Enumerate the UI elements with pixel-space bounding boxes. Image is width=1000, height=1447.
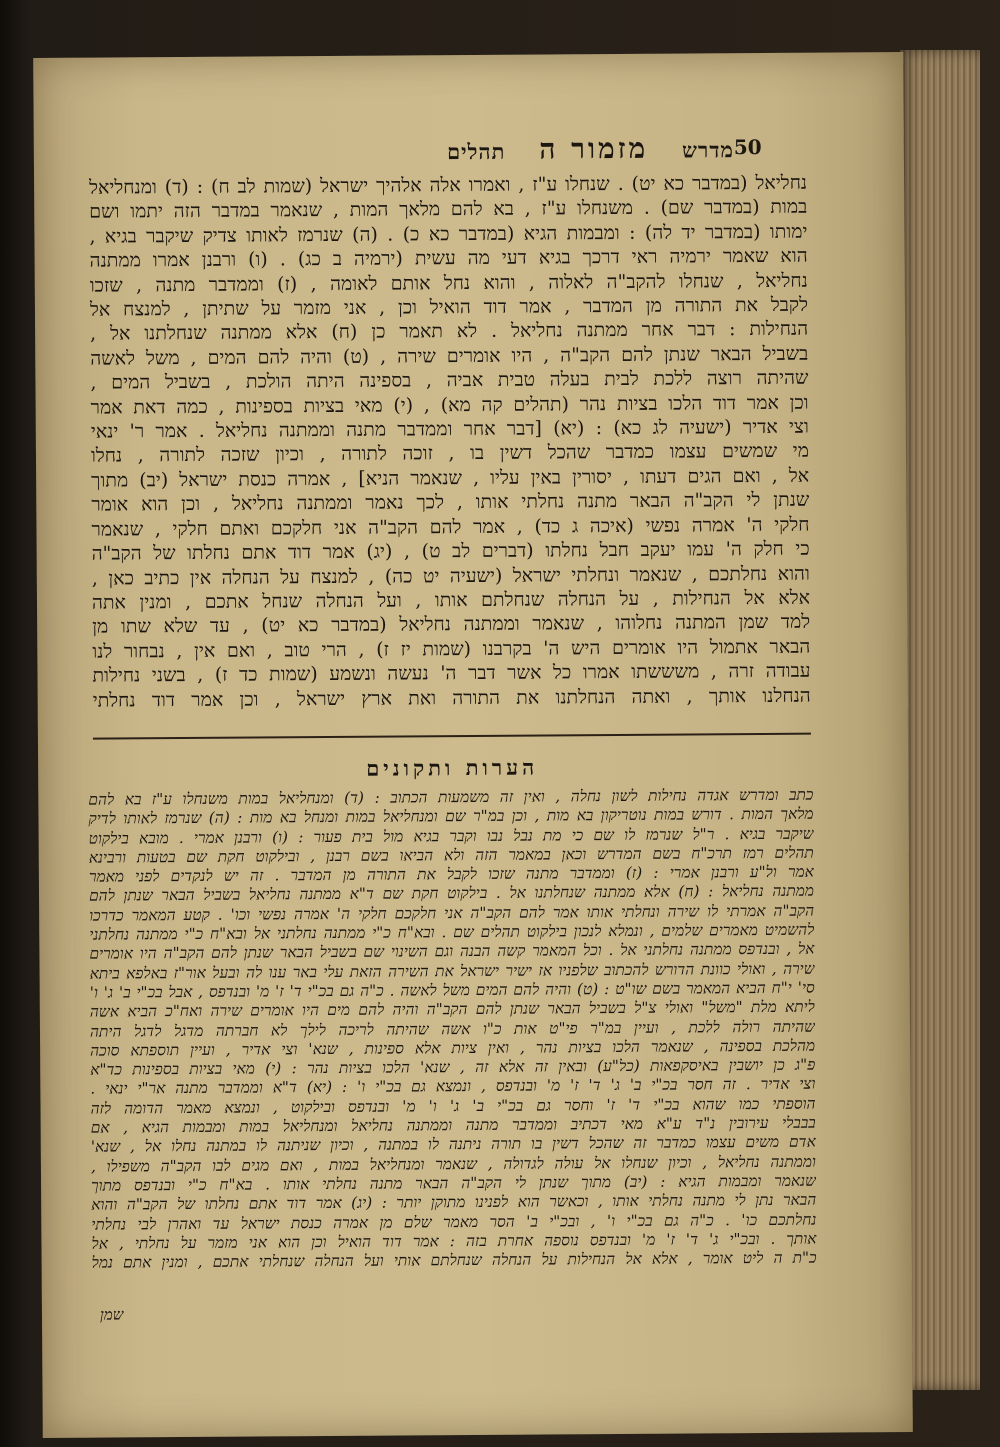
notes-text-line: וממתנה נחליאל , וכיון שנחלו אל עולה לגדולה , שנאמר ומנחליאל במות , ואם מגים לבו הקב"ה משפילו , bbox=[90, 1152, 816, 1176]
main-text-line: נחליאל , שנחלו להקב"ה לאלוה , והוא נחל אותם לאומה , (ז) וממדבר מתנה , שזכו bbox=[89, 269, 808, 297]
notes-text-line: וצי אדיר . זה חסר בכ"י ב' ג' ד' ז' מ' ובנדפס , ונמצא גם בכ"י ו' : (יא) ד"א וממדבר מתנה אר"י ינאי . bbox=[90, 1075, 816, 1099]
main-text-line: הבאר אתמול היו אומרים היש ה' בקרבנו (שמות יז ז) , הרי טוב , ואם אין , נבחור לנו bbox=[92, 635, 811, 663]
main-text-line: נחליאל (במדבר כא יט) . שנחלו ע"ז , ואמרו אלה אלהיך ישראל (שמות לב ח) : (ד) ומנחליאל bbox=[89, 171, 808, 199]
notes-text-line: שנאמר ומבמות הגיא : (יב) מתוך שנתן לי הקב"ה הבאר מתנה נחלתי אותו . בא"ח כ"י ובנדפס מתוך bbox=[91, 1171, 817, 1195]
main-text-line: בשביל הבאר שנתן להם הקב"ה , היו אומרים שירה , (ט) והיה להם המים , משל לאשה bbox=[90, 342, 809, 370]
notes-text-line: הוספתי כמו שהוא בכ"י ד' ז' וחסר גם בכ"י ב' ג' ו' מ' ובנדפס ובילקוט , ונמצא מאמר הדומה לזה bbox=[90, 1094, 816, 1118]
main-text-line: למד שמן המתנה נחלוהו , שנאמר וממתנה נחליאל (במדבר כא יט) , עד שלא שתו מן bbox=[92, 610, 811, 638]
main-text-line: וכן אמר דוד הלכו בציות נהר (תהלים קה מא) , (י) מאי בציות בספינות , כמה דאת אמר bbox=[90, 391, 809, 419]
main-text-line: חלקי ה' אמרה נפשי (איכה ג כד) , אמר להם הקב"ה אני חלקכם ואתם חלקי , שנאמר bbox=[91, 513, 810, 541]
running-header bbox=[74, 130, 864, 170]
notes-text-line: כתב ומדרש אגדה נחילות לשון נחלה , ואין זה משמעות הכתוב : (ד) ומנחליאל במות משנחלו ע"ז בא להם bbox=[88, 785, 814, 809]
notes-text-line: אמר ול"ע ורבנן אמרי : (ז) וממדבר מתנה שזכו לקבל את התורה מן המדבר . זה יש לנקדים לפני מאמר bbox=[88, 862, 814, 886]
notes-text-line: אותך . ובכ"י ג' ד' ז' מ' ובנדפס נוספה אחרת בזה : אמר דוד הואיל וכן הוא אני מזמר על נחלתי , אל bbox=[91, 1229, 817, 1253]
main-text-line: ימותו (במדבר יד לה) : ומבמות הגיא (במדבר כא כ) . (ה) שנרמז לאותו צדיק שיקבר בגיא , bbox=[89, 220, 808, 248]
notes-text-line: ממתנה נחליאל : (ח) אלא ממתנה שנחלתנו אל . בילקוט חקת שם ד"א ממתנה נחליאל בשביל הבאר שנתן להם bbox=[88, 882, 815, 906]
main-text-line: שנתן לי הקב"ה הבאר מתנה נחלתי אותו , לכך נאמר וממתנה נחליאל , וכן הוא אומר bbox=[91, 488, 810, 516]
notes-text-line: שיקבר בגיא . ר"ל שנרמז לו שם כי מת נבל נבו וקבר בגיא מול בית פעור : (ו) ורבנן אמרי . מובא בילקוט bbox=[88, 824, 814, 848]
notes-text-line: ליתא מלת "משל" ואולי צ"ל בשביל הבאר שנתן להם הקב"ה והיה להם מים היו אומרים שירה ואח"כ הביא אשה bbox=[89, 997, 815, 1021]
main-text-line: הנחילות : דבר אחר ממתנה נחליאל . לא תאמר כן (ח) אלא ממתנה שנחלתנו אל , bbox=[90, 318, 809, 346]
catchword: שמן bbox=[99, 1305, 124, 1324]
notes-text-line: שהיתה רולה ללכת , ועיין במ"ר פי"ט אות כ"ו אשה שהיתה לריכה לילך לא חברתה מדגל לדגל היתה bbox=[89, 1017, 816, 1041]
main-text-block bbox=[89, 171, 811, 713]
header-chapter: מזמור ה bbox=[539, 131, 649, 166]
notes-text-line: שירה , ואולי כוונת הדורש להכתוב שלפניו אז ישיר ישראל את השירה הזאת עלי באר ענו לה ובעל אור"ז באלפא ביתא bbox=[89, 959, 815, 983]
notes-text-line: הקב"ה אמרתי לו שירה ונחלתי אותו אמר להם הקב"ה אני חלקכם חלקי ה' אמרה נפשי וכו' . קטע המאמר כדרכו bbox=[89, 901, 815, 925]
notes-text-line: בבבלי עירובין נ"ד ע"א מאי דכתיב וממדבר מתנה וממתנה נחליאל ומנחליאל במות ומבמות הגיא , אם bbox=[90, 1113, 816, 1137]
notes-text-line: מלאך המות . דורש במות נוטריקון בא מות , וכן במ"ר שם ומנחליאל במות ומנחל בא מות : (ה) שנרמז לאותו לדיק bbox=[88, 804, 814, 828]
section-divider bbox=[93, 733, 811, 740]
notes-text-line: כ"ת ה ליט אומר , אלא אל הנחילות על הנחלה שנחלתם אותי ועל הנחלה שנחלתי אתכם , ומנין אתם נמל bbox=[91, 1248, 817, 1272]
notes-text-line: תהלים רמז תרכ"ח בשם המדרש וכאן במאמר הזה ולא הביאו בשם רבנן , ובילקוט חקת שם בטעות ורבינא bbox=[88, 843, 814, 867]
main-text-line: מי שמשים עצמו כמדבר שהכל דשין בו , זוכה לתורה , וכיון שזכה לתורה , נחלו bbox=[90, 440, 810, 468]
main-text-line: הוא שאמר ירמיה ראי דרכך בגיא דעי מה עשית (ירמיה ב כג) . (ו) ורבנן אמרו ממתנה bbox=[89, 244, 808, 272]
notes-text-line: להשמיט מאמרים שלמים , ונמלא לנכון בילקוט תהלים שם . ובא"ח כ"י ממתנה נחלתני אל ובא"ח כ"י ממתנה נחלתני bbox=[89, 920, 815, 944]
main-text-line: אלא אל הנחילות , על הנחלה שנחלתם אותו , ועל הנחלה שנחל אתכם , ומנין אתה bbox=[91, 586, 811, 614]
notes-title: הערות ותקונים bbox=[366, 754, 539, 781]
notes-text-line: פ"ג כן יושבין באיסקפאות (כל"ע) ובאין זה אלא זה , שנא' הלכו בציות נהר : (י) מאי בציות בספינות כד"א bbox=[90, 1055, 816, 1079]
main-text-line: והוא נחלתכם , שנאמר ונחלתי ישראל (ישעיה יט כה) , למנצח על הנחלה אין כתיב כאן , bbox=[91, 562, 810, 590]
main-text-line: אל , ואם הגים דעתו , יסורין באין עליו , שנאמר הניא] , אמרה כנסת ישראל (יב) מתוך bbox=[91, 464, 810, 492]
main-text-line: במות (במדבר שם) . משנחלו ע"ז , בא להם מלאך המות , שנאמר במדבר הזה יתמו ושם bbox=[89, 196, 808, 224]
main-text-line: הנחלנו אותך , ואתה הנחלתנו את התורה ואת ארץ ישראל , וכן אמר דוד נחלתי bbox=[92, 684, 811, 712]
notes-text-line: מהלכת בספינה , שנאמר הלכו בציות נהר , ואין ציות אלא ספינות , שנא' וצי אדיר , ועיין תוספתא סוכה bbox=[90, 1036, 816, 1060]
notes-text-line: הבאר נתן לי מתנה נחלתי אותו , וכאשר הוא לפנינו מתוקן יותר : (יג) אמר דוד אתם נחלתו של הקב"ה והוא bbox=[91, 1190, 817, 1214]
main-text-line: לקבל את התורה מן המדבר , אמר דוד הואיל וכן , אני מזמר על שתיתן , למנצח אל bbox=[89, 293, 809, 321]
page-number: 50 bbox=[733, 134, 762, 160]
notes-text-line: סי' י"ח הביא המאמר בשם שו"ט : (ט) והיה להם המים משל לאשה . כ"ה גם בכ"י ד' ז' מ' ובנדפס , אבל בכ"י ב' ג' ו' bbox=[89, 978, 815, 1002]
header-title-group bbox=[447, 131, 734, 167]
notes-text-line: אל , ובנדפס ממתנה נחלתני אל . וכל המאמר קשה הבנה וגם השינוי שם בשביל הבאר שנתן להם הקב"ה היו אומרים bbox=[89, 939, 815, 964]
notes-text-block bbox=[88, 786, 816, 1273]
main-text-line: עבודה זרה , משששתו אמרו כל אשר דבר ה' נעשה ונשמע (שמות כד ז) , בשני נחילות bbox=[92, 659, 811, 687]
header-book: מדרש bbox=[682, 137, 734, 163]
header-section: תהלים bbox=[446, 138, 506, 165]
main-text-line: שהיתה רוצה ללכת לבית בעלה טבית אביה , בספינה היתה הולכת , בשביל המים , bbox=[90, 366, 809, 394]
main-text-line: וצי אדיר (ישעיה לג כא) : (יא) [דבר אחר וממדבר מתנה וממתנה נחליאל . אמר ר' ינאי bbox=[90, 415, 809, 443]
notes-text-line: אדם משים עצמו כמדבר זה שהכל דשין בו תורה ניתנה לו במתנה , וכיון שניתנה לו במתנה נחלו אל , שנא' bbox=[90, 1132, 816, 1157]
main-text-line: כי חלק ה' עמו יעקב חבל נחלתו (דברים לב ט) , (יג) אמר דוד אתם נחלתו של הקב"ה bbox=[91, 537, 810, 565]
book-page-edges bbox=[900, 50, 980, 1390]
book-page bbox=[33, 52, 913, 1438]
notes-text-line: נחלתכם כו' . כ"ה גם בכ"י ו' , ובכ"י ב' הסר מאמר שלם מן אמרה כנסת ישראל עד ואהרן לבי נחלתי bbox=[91, 1210, 817, 1234]
